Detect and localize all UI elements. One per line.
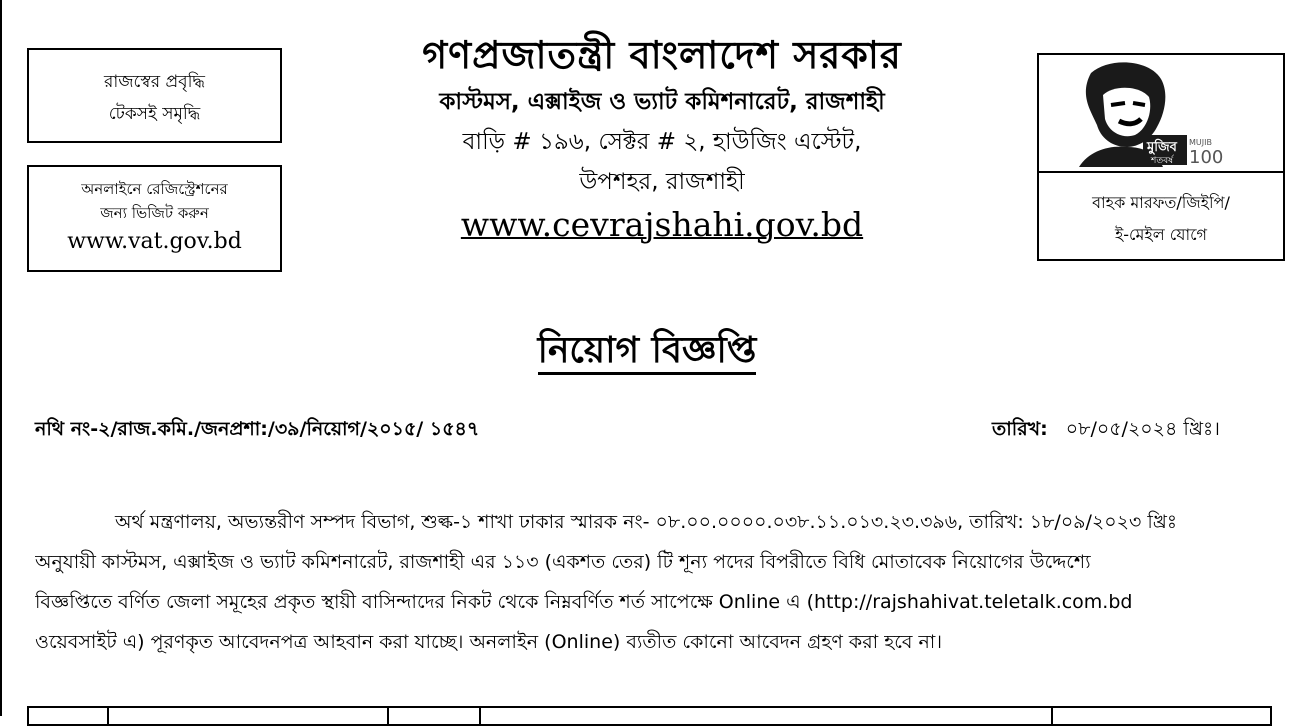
vat-website-link[interactable]: www.vat.gov.bd [67, 229, 242, 254]
online-registration-box [27, 165, 282, 272]
logo-text-bn-2: শতবর্ষ [1151, 156, 1174, 166]
notice-title-text: নিয়োগ বিজ্ঞপ্তি [538, 330, 757, 375]
address-line-1: বাড়ি # ১৯৬, সেক্টর # ২, হাউজিং এস্টেট, [462, 129, 862, 155]
body-line-4: ওয়েবসাইট এ) পূরণকৃত আবেদনপত্র আহবান করা যাচ্ছে। অনলাইন (Online) ব্যতীত কোনো আবেদন গ্রহণ করা হবে না। [35, 631, 943, 653]
table-divider [1051, 708, 1053, 724]
body-line-2: অনুযায়ী কাস্টমস, এক্সাইজ ও ভ্যাট কমিশনারেট, রাজশাহী এর ১১৩ (একশত তের) টি শূন্য পদের বিপরীতে বিধি মোতাবেক নিয়োগের উদ্দেশ্যে [35, 551, 1091, 573]
registration-line-2: জন্য ভিজিট করুন [100, 204, 209, 222]
registration-line-1: অনলাইনে রেজিস্ট্রেশনের [81, 180, 228, 198]
office-name: কাস্টমস, এক্সাইজ ও ভ্যাট কমিশনারেট, রাজশাহী [439, 89, 885, 115]
slogan-box [27, 48, 282, 143]
delivery-line-1: বাহক মারফত/জিইপি/ [1092, 193, 1230, 212]
notice-date [992, 415, 1220, 447]
slogan-line-1: রাজস্বের প্রবৃদ্ধি [104, 72, 205, 92]
table-top-edge [27, 706, 1272, 726]
notice-title [2, 323, 1292, 383]
table-divider [387, 708, 389, 724]
body-line-3: বিজ্ঞপ্তিতে বর্ণিত জেলা সমূহের প্রকৃত স্থায়ী বাসিন্দাদের নিকট থেকে নিম্নবর্ণিত শর্ত সাপেক্ষে Online এ (http://rajshahivat.teletalk.com.bd [35, 591, 1133, 613]
address-line-2: উপশহর, রাজশাহী [579, 169, 745, 195]
government-title: গণপ্রজাতন্ত্রী বাংলাদেশ সরকার [422, 33, 902, 77]
memo-number: নথি নং-২/রাজ.কমি./জনপ্রশা:/৩৯/নিয়োগ/২০১৫/ ১৫৪৭ [35, 418, 480, 440]
letterhead [302, 28, 1022, 248]
notice-body [35, 502, 1265, 662]
mujib-100-logo [1037, 53, 1285, 173]
portrait-logo-icon [1039, 55, 1283, 171]
office-website-link[interactable]: www.cevrajshahi.gov.bd [460, 205, 864, 244]
table-divider [479, 708, 481, 724]
delivery-line-2: ই-মেইল যোগে [1114, 225, 1208, 244]
slogan-line-2: টেকসই সমৃদ্ধি [108, 104, 201, 124]
table-divider [107, 708, 109, 724]
logo-text-en: MUJIB [1189, 138, 1212, 147]
body-line-1: অর্থ মন্ত্রণালয়, অভ্যন্তরীণ সম্পদ বিভাগ, শুল্ক-১ শাখা ঢাকার স্মারক নং- ০৮.০০.০০০০.০৩৮.১১.০১৩.২৩.৩৯৬, তারিখ: ১৮/০৯/২০২৩ খ্রিঃ [115, 511, 1178, 533]
logo-text-bn: মুজিব [1147, 140, 1177, 155]
date-value: ০৮/০৫/২০২৪ খ্রিঃ। [1065, 418, 1220, 440]
delivery-method-box [1037, 173, 1285, 261]
date-label: তারিখ: [992, 418, 1048, 440]
logo-number: 100 [1189, 147, 1224, 168]
